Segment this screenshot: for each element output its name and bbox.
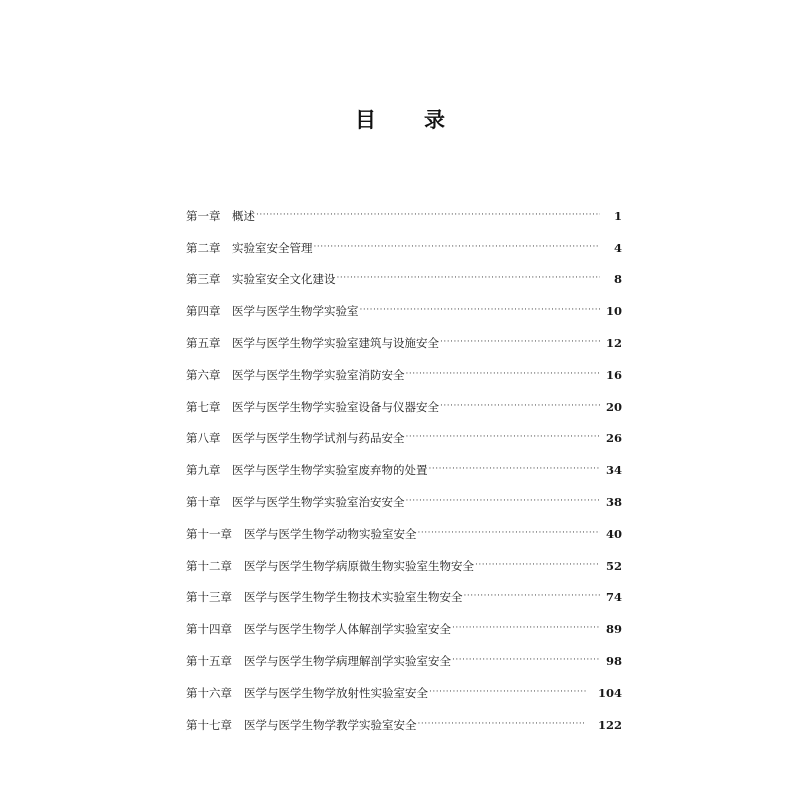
toc-page-number: 8 bbox=[613, 272, 622, 287]
toc-chapter: 第七章 bbox=[186, 399, 221, 414]
toc-chapter: 第十五章 bbox=[186, 654, 232, 669]
toc-title: 医学与医学生物学放射性实验室安全 bbox=[244, 685, 428, 700]
toc-chapter: 第五章 bbox=[186, 336, 221, 351]
toc-chapter: 第六章 bbox=[186, 367, 221, 382]
toc-entry[interactable] bbox=[186, 423, 626, 455]
toc-leader-dots bbox=[429, 464, 601, 474]
toc-chapter: 第九章 bbox=[186, 463, 221, 478]
toc-page-number: 12 bbox=[605, 336, 622, 351]
toc-entry[interactable] bbox=[186, 200, 626, 232]
toc-entry[interactable] bbox=[186, 232, 626, 264]
toc-entry[interactable] bbox=[186, 391, 626, 423]
toc-title: 医学与医学生物学生物技术实验室生物安全 bbox=[244, 590, 463, 605]
toc-leader-dots bbox=[406, 369, 601, 379]
toc-leader-dots bbox=[337, 273, 601, 283]
toc-title: 医学与医学生物学实验室废弃物的处置 bbox=[232, 463, 428, 478]
toc-page-number: 10 bbox=[605, 304, 622, 319]
toc-chapter: 第一章 bbox=[186, 208, 221, 223]
toc-page-number: 74 bbox=[605, 590, 622, 605]
table-of-contents bbox=[186, 200, 626, 741]
toc-title: 医学与医学生物学实验室 bbox=[232, 304, 359, 319]
toc-title: 医学与医学生物学实验室设备与仪器安全 bbox=[232, 399, 439, 414]
toc-chapter: 第四章 bbox=[186, 304, 221, 319]
toc-title: 实验室安全文化建设 bbox=[232, 272, 336, 287]
toc-leader-dots bbox=[429, 687, 586, 697]
toc-chapter: 第十四章 bbox=[186, 622, 232, 637]
toc-page-number: 26 bbox=[605, 431, 622, 446]
toc-page-number: 1 bbox=[613, 208, 622, 223]
toc-leader-dots bbox=[314, 242, 601, 252]
toc-chapter: 第十三章 bbox=[186, 590, 232, 605]
toc-entry[interactable] bbox=[186, 359, 626, 391]
toc-entry[interactable] bbox=[186, 264, 626, 296]
toc-entry[interactable] bbox=[186, 518, 626, 550]
toc-leader-dots bbox=[406, 496, 601, 506]
toc-chapter: 第二章 bbox=[186, 240, 221, 255]
toc-entry[interactable] bbox=[186, 645, 626, 677]
toc-leader-dots bbox=[452, 655, 600, 665]
toc-chapter: 第十章 bbox=[186, 495, 221, 510]
page-title bbox=[0, 104, 800, 134]
toc-page-number: 4 bbox=[613, 240, 622, 255]
toc-entry[interactable] bbox=[186, 295, 626, 327]
toc-entry[interactable] bbox=[186, 709, 626, 741]
toc-page-number: 98 bbox=[605, 654, 622, 669]
toc-entry[interactable] bbox=[186, 454, 626, 486]
toc-leader-dots bbox=[418, 719, 586, 729]
toc-page-number: 38 bbox=[605, 495, 622, 510]
toc-title: 医学与医学生物学实验室消防安全 bbox=[232, 367, 405, 382]
toc-title: 医学与医学生物学试剂与药品安全 bbox=[232, 431, 405, 446]
toc-title: 医学与医学生物学教学实验室安全 bbox=[244, 717, 417, 732]
toc-title: 医学与医学生物学病理解剖学实验室安全 bbox=[244, 654, 451, 669]
toc-leader-dots bbox=[464, 591, 601, 601]
toc-chapter: 第八章 bbox=[186, 431, 221, 446]
toc-entry[interactable] bbox=[186, 677, 626, 709]
toc-leader-dots bbox=[440, 401, 600, 411]
toc-page-number: 104 bbox=[597, 685, 622, 700]
toc-leader-dots bbox=[418, 528, 601, 538]
toc-page-number: 89 bbox=[605, 622, 622, 637]
toc-leader-dots bbox=[475, 560, 600, 570]
toc-title: 概述 bbox=[232, 208, 255, 223]
toc-title: 医学与医学生物学病原微生物实验室生物安全 bbox=[244, 558, 474, 573]
toc-chapter: 第十一章 bbox=[186, 526, 232, 541]
title-char-1: 目 bbox=[355, 108, 376, 132]
toc-chapter: 第三章 bbox=[186, 272, 221, 287]
toc-page-number: 122 bbox=[597, 717, 622, 732]
toc-page-number: 40 bbox=[605, 526, 622, 541]
toc-chapter: 第十六章 bbox=[186, 685, 232, 700]
toc-leader-dots bbox=[256, 210, 600, 220]
toc-leader-dots bbox=[360, 305, 601, 315]
toc-page-number: 34 bbox=[605, 463, 622, 478]
toc-title: 医学与医学生物学实验室治安安全 bbox=[232, 495, 405, 510]
toc-title: 医学与医学生物学动物实验室安全 bbox=[244, 526, 417, 541]
toc-leader-dots bbox=[452, 623, 600, 633]
toc-entry[interactable] bbox=[186, 486, 626, 518]
toc-chapter: 第十七章 bbox=[186, 717, 232, 732]
toc-page-number: 52 bbox=[605, 558, 622, 573]
toc-leader-dots bbox=[406, 432, 601, 442]
toc-title: 医学与医学生物学人体解剖学实验室安全 bbox=[244, 622, 451, 637]
toc-chapter: 第十二章 bbox=[186, 558, 232, 573]
toc-entry[interactable] bbox=[186, 613, 626, 645]
toc-leader-dots bbox=[440, 337, 600, 347]
toc-page-number: 20 bbox=[605, 399, 622, 414]
toc-entry[interactable] bbox=[186, 327, 626, 359]
toc-entry[interactable] bbox=[186, 582, 626, 614]
toc-title: 医学与医学生物学实验室建筑与设施安全 bbox=[232, 336, 439, 351]
toc-title: 实验室安全管理 bbox=[232, 240, 313, 255]
toc-page-number: 16 bbox=[605, 367, 622, 382]
title-char-2: 录 bbox=[424, 108, 445, 132]
toc-entry[interactable] bbox=[186, 550, 626, 582]
